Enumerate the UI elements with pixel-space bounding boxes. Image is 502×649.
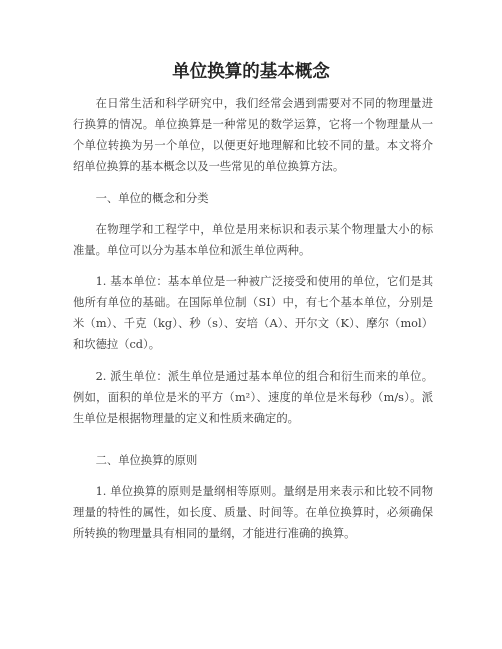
- paragraph-unit-definition: 在物理学和工程学中，单位是用来标识和表示某个物理量大小的标准量。单位可以分为基本单位和派生单位两种。: [73, 223, 433, 257]
- document-title: 单位换算的基本概念: [172, 62, 330, 82]
- intro-paragraph: 在日常生活和科学研究中，我们经常会遇到需要对不同的物理量进行换算的情况。单位换算是一种常见的数学运算，它将一个物理量从一个单位转换为另一个单位，以便更好地理解和比较不同的量。本文将介绍单位换算的基本概念以及一些常见的单位换算方法。: [73, 97, 433, 173]
- paragraph-base-units: 1. 基本单位：基本单位是一种被广泛接受和使用的单位，它们是其他所有单位的基础。在国际单位制（SI）中，有七个基本单位，分别是米（m）、千克（kg）、秒（s）、安培（A）、开尔文（K）、摩尔（mol）和坎德拉（cd）。: [73, 275, 433, 351]
- section-heading-2: 二、单位换算的原则: [95, 454, 198, 467]
- section-heading-1: 一、单位的概念和分类: [95, 192, 209, 205]
- paragraph-conversion-principle: 1. 单位换算的原则是量纲相等原则。量纲是用来表示和比较不同物理量的特性的属性，如长度、质量、时间等。在单位换算时，必须确保所转换的物理量具有相同的量纲，才能进行准确的换算。: [73, 485, 433, 540]
- paragraph-derived-units: 2. 派生单位：派生单位是通过基本单位的组合和衍生而来的单位。例如，面积的单位是米的平方（m²）、速度的单位是米每秒（m/s）。派生单位是根据物理量的定义和性质来确定的。: [73, 370, 433, 425]
